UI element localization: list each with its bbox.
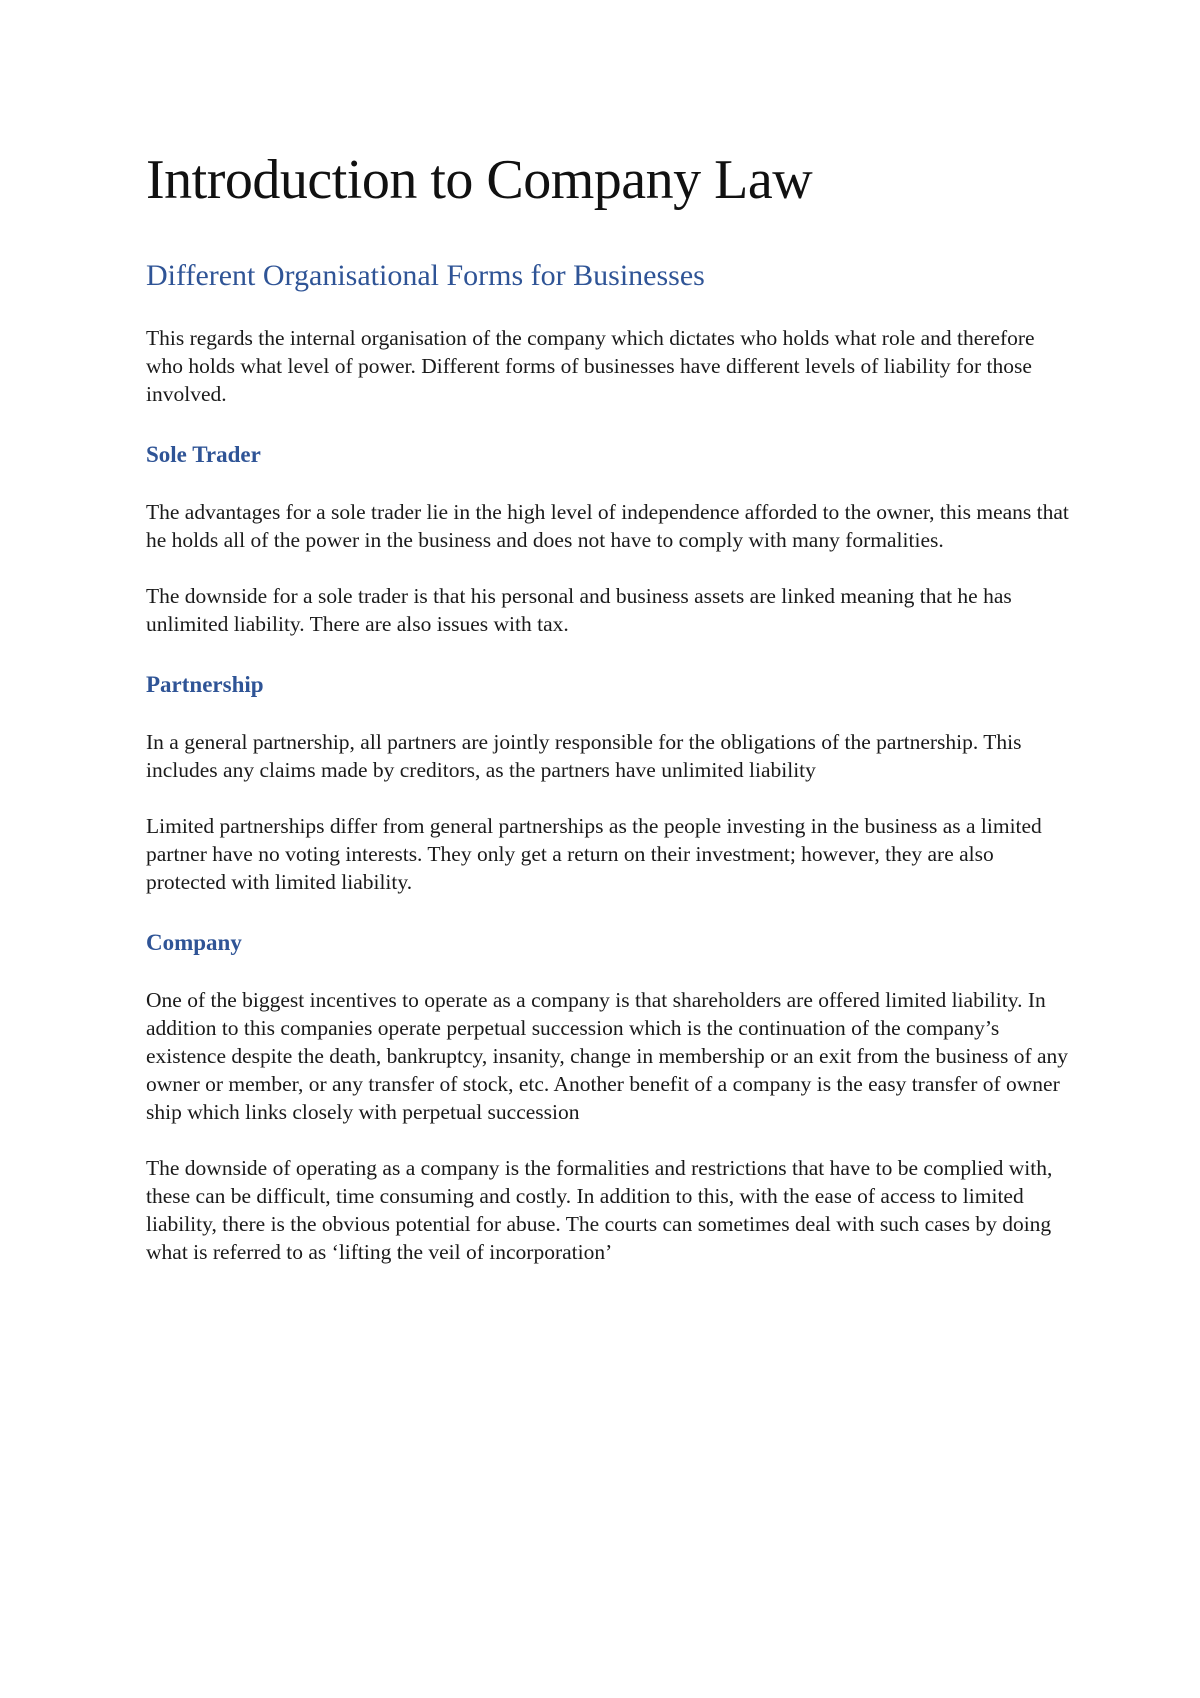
sole-trader-paragraph-2: The downside for a sole trader is that his personal and business assets are linked meaning that he has unlimited liability. There are also issues with tax. (146, 584, 1012, 636)
subheading-partnership: Partnership (146, 672, 264, 697)
subheading-sole-trader: Sole Trader (146, 442, 261, 467)
partnership-paragraph-1: In a general partnership, all partners are jointly responsible for the obligations of the partnership. This includes any claims made by creditors, as the partners have unlimited liability (146, 730, 1022, 782)
document-body (146, 148, 1071, 1266)
subheading-company: Company (146, 930, 242, 955)
document-title: Introduction to Company Law (146, 149, 813, 211)
intro-paragraph: This regards the internal organisation of the company which dictates who holds what role and therefore who holds what level of power. Different forms of businesses have different levels of liability for those involved. (146, 326, 1035, 406)
company-paragraph-1: One of the biggest incentives to operate as a company is that shareholders are offered limited liability. In addition to this companies operate perpetual succession which is the continuation of the company’s existence despite the death, bankruptcy, insanity, change in membership or an exit from the business of any owner or member, or any transfer of stock, etc. Another benefit of a company is the easy transfer of owner ship which links closely with perpetual succession (146, 988, 1069, 1124)
company-paragraph-2: The downside of operating as a company is the formalities and restrictions that have to be complied with, these can be difficult, time consuming and costly. In addition to this, with the ease of access to limited liability, there is the obvious potential for abuse. The courts can sometimes deal with such cases by doing what is referred to as ‘lifting the veil of incorporation’ (146, 1156, 1053, 1264)
partnership-paragraph-2: Limited partnerships differ from general partnerships as the people investing in the business as a limited partner have no voting interests. They only get a return on their investment; however, they are also protected with limited liability. (146, 814, 1042, 894)
section-heading: Different Organisational Forms for Businesses (146, 259, 705, 292)
sole-trader-paragraph-1: The advantages for a sole trader lie in the high level of independence afforded to the owner, this means that he holds all of the power in the business and does not have to comply with many formalities. (146, 500, 1069, 552)
